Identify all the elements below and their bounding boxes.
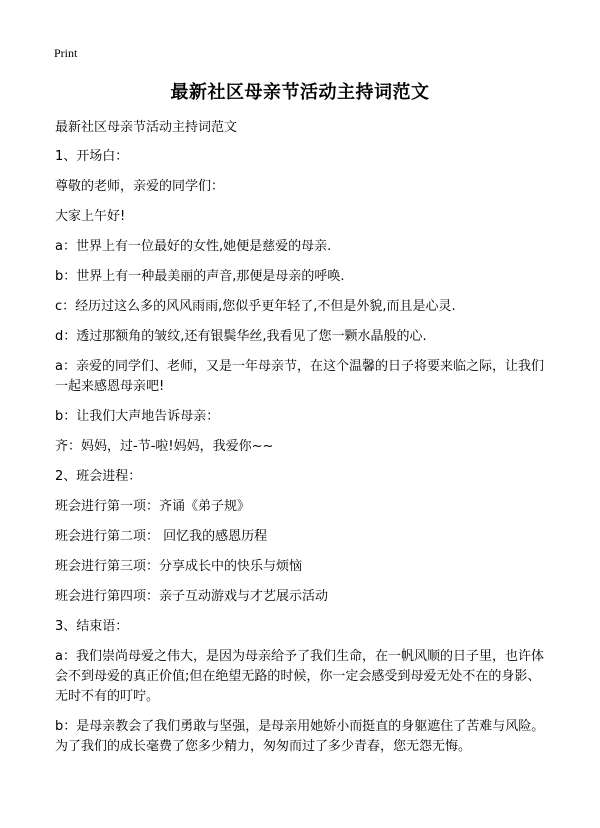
paragraph-closing-b: b：是母亲教会了我们勇敢与坚强，是母亲用她娇小而挺直的身躯遮住了苦难与风险。为了我们的成长毫费了您多少精力，匆匆而过了多少青春，您无怨无悔。	[55, 719, 545, 754]
paragraph-line-b1: b：世界上有一种最美丽的声音,那便是母亲的呼唤.	[55, 269, 345, 284]
paragraph-closing-a: a：我们崇尚母爱之伟大，是因为母亲给予了我们生命，在一帆风顺的日子里，也许体会不到母爱的真正价值;但在绝望无路的时候，你一定会感受到母爱无处不在的身影、无时不有的叮咛。	[55, 649, 544, 704]
paragraph-item-2: 班会进行第二项： 回忆我的感恩历程	[55, 529, 268, 544]
paragraph-item-3: 班会进行第三项：分享成长中的快乐与烦恼	[55, 559, 303, 574]
print-label: Print	[54, 46, 78, 60]
paragraph-item-1: 班会进行第一项：齐诵《弟子规》	[55, 499, 251, 514]
paragraph-line-a2: a：亲爱的同学们、老师，又是一年母亲节，在这个温馨的日子将要来临之际，让我们一起来感恩母亲吧!	[55, 359, 544, 394]
paragraph-line-c1: c：经历过这么多的风风雨雨,您似乎更年轻了,不但是外貌,而且是心灵.	[55, 299, 456, 314]
paragraph-line-all: 齐：妈妈，过-节-啦!妈妈，我爱你~~	[55, 439, 274, 454]
paragraph-good-morning: 大家上午好!	[55, 209, 126, 224]
document-title: 最新社区母亲节活动主持词范文	[170, 82, 430, 103]
paragraph-section-closing: 3、结束语：	[55, 619, 129, 634]
paragraph-section-process: 2、班会进程：	[55, 469, 142, 484]
paragraph-subtitle: 最新社区母亲节活动主持词范文	[55, 120, 238, 135]
paragraph-greeting: 尊敬的老师，亲爱的同学们：	[55, 179, 225, 194]
paragraph-section-opening: 1、开场白：	[55, 149, 129, 164]
paragraph-line-a1: a：世界上有一位最好的女性,她便是慈爱的母亲.	[55, 239, 332, 254]
document-body	[55, 118, 547, 767]
paragraph-line-b2: b：让我们大声地告诉母亲：	[55, 409, 220, 424]
paragraph-line-d1: d：透过那额角的皱纹,还有银鬓华丝,我看见了您一颗水晶般的心.	[55, 329, 427, 344]
paragraph-item-4: 班会进行第四项：亲子互动游戏与才艺展示活动	[55, 589, 329, 604]
